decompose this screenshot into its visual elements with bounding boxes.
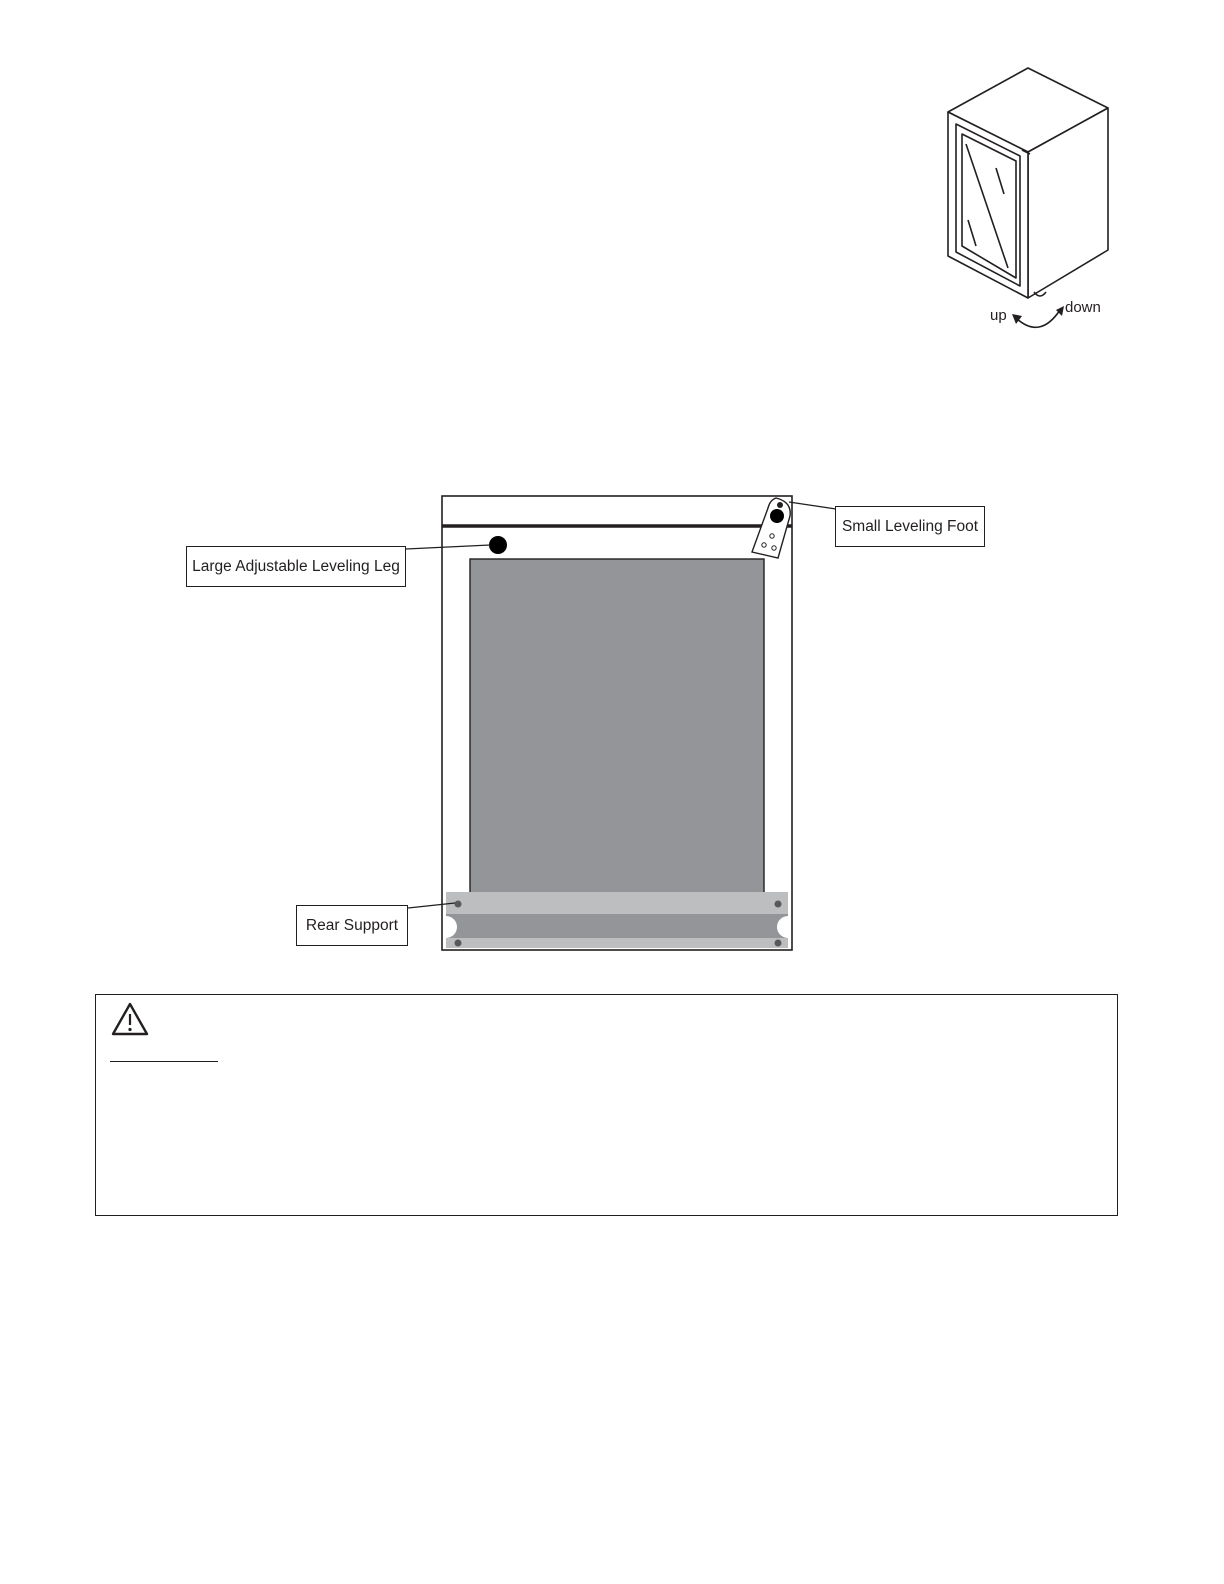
- small-leveling-foot-label: Small Leveling Foot: [835, 506, 985, 547]
- rear-support-bar: [446, 892, 788, 948]
- rear-support-label: Rear Support: [296, 905, 408, 946]
- cabinet-isometric-illustration: [930, 60, 1130, 340]
- warning-heading-underline: [110, 1061, 218, 1062]
- large-adjustable-leveling-leg-label: Large Adjustable Leveling Leg: [186, 546, 406, 587]
- cabinet-bottom-view-diagram: [440, 494, 794, 952]
- down-label: down: [1065, 299, 1101, 316]
- warning-panel: [95, 994, 1118, 1216]
- base-panel: [470, 559, 764, 904]
- warning-triangle-icon: [110, 1001, 150, 1037]
- large-leveling-leg-marker: [489, 536, 507, 554]
- up-label: up: [990, 307, 1007, 324]
